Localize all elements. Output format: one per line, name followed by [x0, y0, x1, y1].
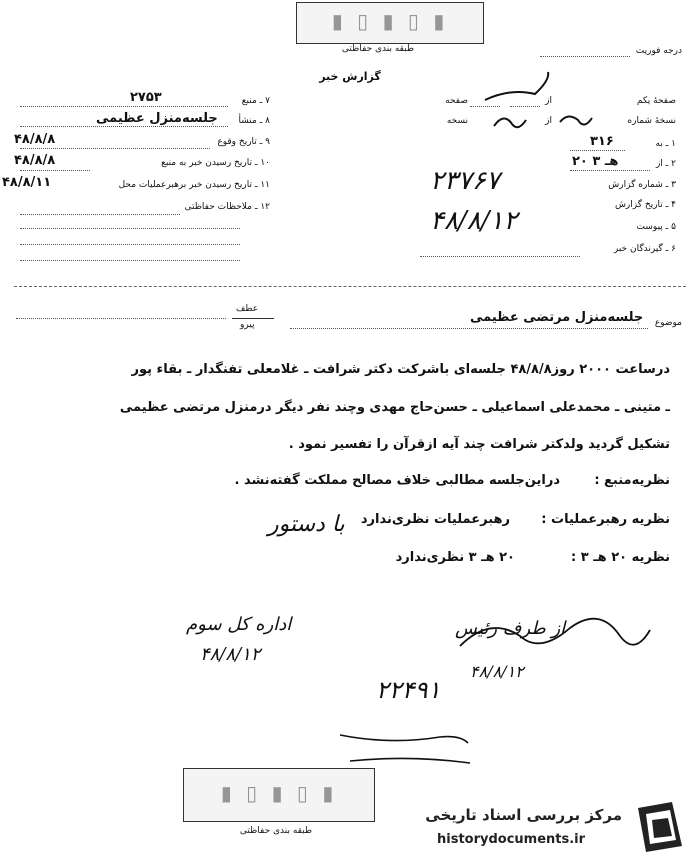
page-count-of: از — [545, 96, 552, 106]
origin-line — [20, 126, 228, 127]
attachment-label: ۵ ـ پیوست — [636, 222, 676, 232]
page-count-label: صفحهٔ یکم — [636, 96, 676, 106]
subject-value: جلسه‌منزل مرتضی عظیمی — [470, 310, 644, 325]
security-line-2 — [20, 228, 240, 229]
from-value: ۲۰ هـ ۳ — [572, 154, 619, 169]
bottom-classification-label: طبقه بندی حفاظتی — [239, 826, 313, 836]
report-date-value: ۴۸/۸/۱۲ — [430, 206, 518, 236]
signature-center — [330, 715, 480, 775]
origin-label: ۸ ـ منشأ — [238, 116, 270, 126]
received-date-label: ۱۰ ـ تاریخ رسیدن خبر به منبع — [161, 158, 270, 168]
security-line-1 — [20, 214, 180, 215]
body-line-1: درساعت ۲۰۰۰ روز۴۸/۸/۸ جلسه‌ای باشرکت دکتر شرافت ـ غلامعلی تفنگدار ـ بقاء پور — [131, 362, 670, 377]
page-handwritten-mark — [480, 70, 560, 110]
source-opinion-label: نظریه‌منبع : — [594, 473, 670, 488]
left-handwritten-note: اداره کل سوم — [186, 614, 292, 635]
field-opinion-label: نظریه رهبرعملیات : — [541, 512, 670, 527]
right-handwritten-note: از طرف رئیس — [455, 618, 566, 639]
report-number-value: ۲۳۷۶۷ — [430, 166, 500, 196]
received-date-value: ۴۸/۸/۸ — [14, 153, 56, 168]
to-value: ۳۱۶ — [590, 134, 614, 149]
followup-label: پیرو — [240, 320, 255, 330]
source-value: ۲۷۵۳ — [130, 90, 162, 105]
section-divider — [14, 286, 686, 287]
security-notes-label: ۱۲ ـ ملاحظات حفاظتی — [184, 202, 270, 212]
source-line — [20, 106, 228, 107]
to-label: ۱ ـ به — [655, 139, 676, 149]
to-line — [570, 150, 625, 151]
field-date-value: ۴۸/۸/۱۱ — [2, 175, 52, 190]
copy-number-label: نسخهٔ شماره — [627, 116, 676, 126]
report-number-label: ۳ ـ شماره گزارش — [608, 180, 676, 190]
archive-url[interactable]: historydocuments.ir — [437, 832, 586, 847]
dept-opinion: ۲۰ هـ ۳ نظری‌ندارد — [395, 550, 515, 565]
reference-divider — [232, 318, 274, 319]
priority-line — [540, 56, 630, 57]
origin-value: جلسه‌منزل عظیمی — [96, 111, 218, 126]
subject-line — [290, 328, 648, 329]
security-line-3 — [20, 244, 240, 245]
event-date-line — [20, 148, 210, 149]
subject-label: موضوع — [654, 318, 682, 328]
recipients-label: ۶ ـ گیرندگان خبر — [613, 244, 676, 254]
copy-number-of: از — [545, 116, 552, 126]
field-opinion: رهبرعملیات نظری‌ندارد — [360, 512, 510, 527]
dept-opinion-label: نظریه ۲۰ هـ ۳ : — [571, 550, 670, 565]
page-title: گزارش خبر — [319, 70, 381, 83]
bottom-classification-stamp: ▮ ▯ ▮ ▯ ▮ — [183, 768, 375, 822]
source-opinion: دراین‌جلسه مطالبی خلاف مصالح مملکت گفته‌نشد . — [234, 473, 560, 488]
received-date-line — [20, 170, 90, 171]
from-label: ۲ ـ از — [655, 159, 676, 169]
body-line-3: تشکیل گردید ولدکتر شرافت چند آیه ازقرآن را تفسیر نمود . — [288, 437, 670, 452]
top-classification-label: طبقه بندی حفاظتی — [341, 44, 415, 54]
field-opinion-handwritten-note: با دستور — [268, 512, 345, 537]
page-count-unit: صفحه — [445, 96, 468, 106]
source-label: ۷ ـ منبع — [241, 96, 270, 106]
signature-right — [450, 606, 660, 666]
reference-line — [16, 318, 226, 319]
body-line-2: ـ متینی ـ محمدعلی اسماعیلی ـ حسن‌حاج مهدی وچند نفر دیگر درمنزل مرتضی عظیمی — [119, 400, 670, 415]
copy-handwritten-mark — [490, 108, 600, 138]
archive-name: مرکز بررسی اسناد تاریخی — [425, 806, 622, 824]
archive-number: ۲۲۴۹۱ — [376, 676, 441, 704]
priority-label: درجه فوریت — [635, 46, 682, 56]
copy-number-unit: نسخه — [446, 116, 468, 126]
reference-label: عطف — [236, 304, 259, 314]
field-date-label: ۱۱ ـ تاریخ رسیدن خبر برهبرعملیات محل — [118, 180, 270, 190]
archive-logo-icon — [632, 798, 688, 854]
right-handwritten-date: ۴۸/۸/۱۲ — [470, 662, 524, 681]
recipients-line — [420, 256, 580, 257]
security-line-4 — [20, 260, 240, 261]
from-line — [570, 170, 650, 171]
left-handwritten-date: ۴۸/۸/۱۲ — [200, 644, 261, 665]
event-date-value: ۴۸/۸/۸ — [14, 132, 56, 147]
event-date-label: ۹ ـ تاریخ وقوع — [217, 137, 270, 147]
top-classification-stamp: ▮ ▯ ▮ ▯ ▮ — [296, 2, 484, 44]
report-date-label: ۴ ـ تاریخ گزارش — [614, 200, 676, 210]
